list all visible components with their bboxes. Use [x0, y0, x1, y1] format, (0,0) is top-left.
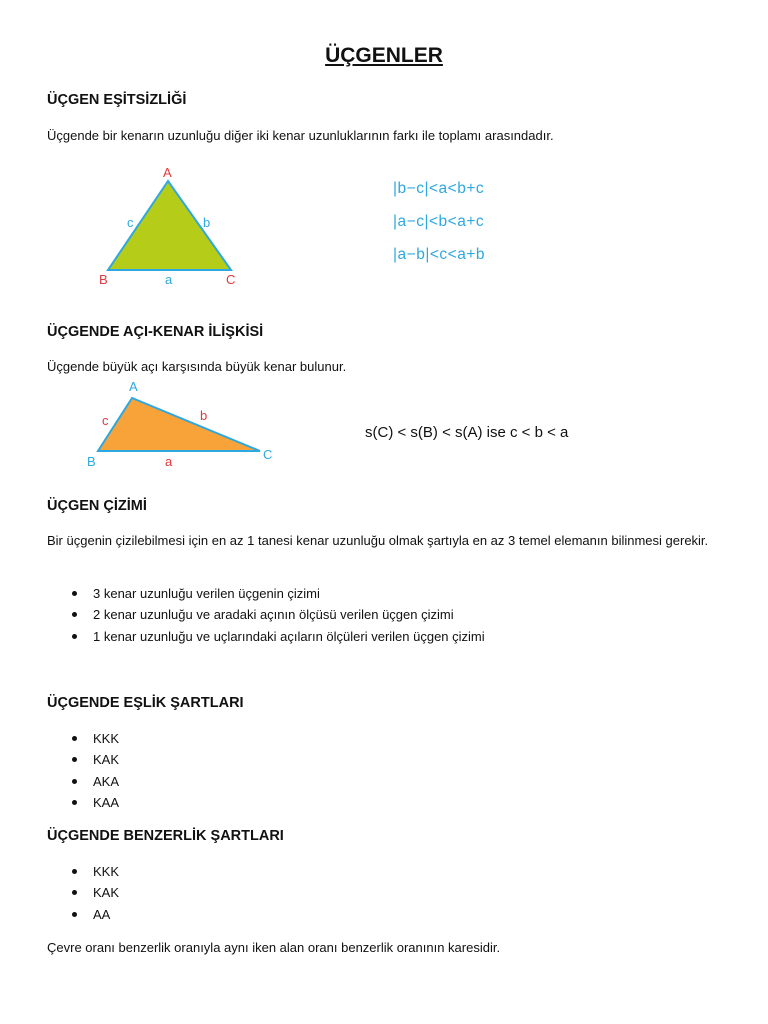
- inequality-b: |a−c|<b<a+c: [393, 213, 485, 230]
- list-item: 1 kenar uzunluğu ve uçlarındaki açıların ölçüleri verilen üçgen çizimi: [66, 626, 485, 647]
- inequality-list: [393, 172, 485, 271]
- vertex-label-b: B: [87, 454, 96, 469]
- vertex-label-a: A: [163, 165, 172, 180]
- paragraph-benzerlik-note: Çevre oranı benzerlik oranıyla aynı iken alan oranı benzerlik oranının karesidir.: [47, 940, 501, 955]
- cizim-list: [66, 583, 485, 647]
- side-label-a: a: [165, 454, 173, 469]
- paragraph-cizim: Bir üçgenin çizilebilmesi için en az 1 tanesi kenar uzunluğu olmak şartıyla en az 3 temel elemanın bilinmesi gerekir.: [47, 533, 709, 548]
- list-item: KAK: [66, 749, 119, 770]
- vertex-label-c: C: [263, 447, 273, 462]
- benzerlik-list: [66, 861, 119, 925]
- inequality-c: |a−b|<c<a+b: [393, 246, 485, 263]
- heading-eslik-sartlari: ÜÇGENDE EŞLİK ŞARTLARI: [47, 695, 244, 711]
- list-item: KAK: [66, 882, 119, 903]
- list-item: AKA: [66, 771, 119, 792]
- list-item: KKK: [66, 728, 119, 749]
- vertex-label-c: C: [226, 272, 236, 287]
- triangle-figure-esitsizlik: [90, 160, 260, 290]
- list-item: 2 kenar uzunluğu ve aradaki açının ölçüsü verilen üçgen çizimi: [66, 604, 485, 625]
- side-label-b: b: [203, 215, 211, 230]
- eslik-list: [66, 728, 119, 813]
- inequality-a: |b−c|<a<b+c: [393, 180, 485, 197]
- list-item: KKK: [66, 861, 119, 882]
- side-label-a: a: [165, 272, 173, 287]
- paragraph-aci-kenar: Üçgende büyük açı karşısında büyük kenar bulunur.: [47, 359, 347, 374]
- side-label-b: b: [200, 408, 208, 423]
- vertex-label-b: B: [99, 272, 108, 287]
- triangle-figure-aci-kenar: [80, 376, 290, 471]
- page-title: ÜÇGENLER: [325, 44, 443, 67]
- triangle-shape: [98, 398, 260, 451]
- list-item: KAA: [66, 792, 119, 813]
- list-item: 3 kenar uzunluğu verilen üçgenin çizimi: [66, 583, 485, 604]
- list-item: AA: [66, 904, 119, 925]
- heading-ucgen-esitsizligi: ÜÇGEN EŞİTSİZLİĞİ: [47, 92, 187, 108]
- side-label-c: c: [127, 215, 134, 230]
- vertex-label-a: A: [129, 379, 138, 394]
- heading-aci-kenar: ÜÇGENDE AÇI-KENAR İLİŞKİSİ: [47, 324, 264, 340]
- heading-benzerlik-sartlari: ÜÇGENDE BENZERLİK ŞARTLARI: [47, 828, 284, 844]
- heading-ucgen-cizimi: ÜÇGEN ÇİZİMİ: [47, 498, 147, 514]
- paragraph-esitsizlik: Üçgende bir kenarın uzunluğu diğer iki kenar uzunluklarının farkı ile toplamı arasındadır.: [47, 128, 554, 143]
- angle-side-relation: s(C) < s(B) < s(A) ise c < b < a: [365, 424, 569, 441]
- side-label-c: c: [102, 413, 109, 428]
